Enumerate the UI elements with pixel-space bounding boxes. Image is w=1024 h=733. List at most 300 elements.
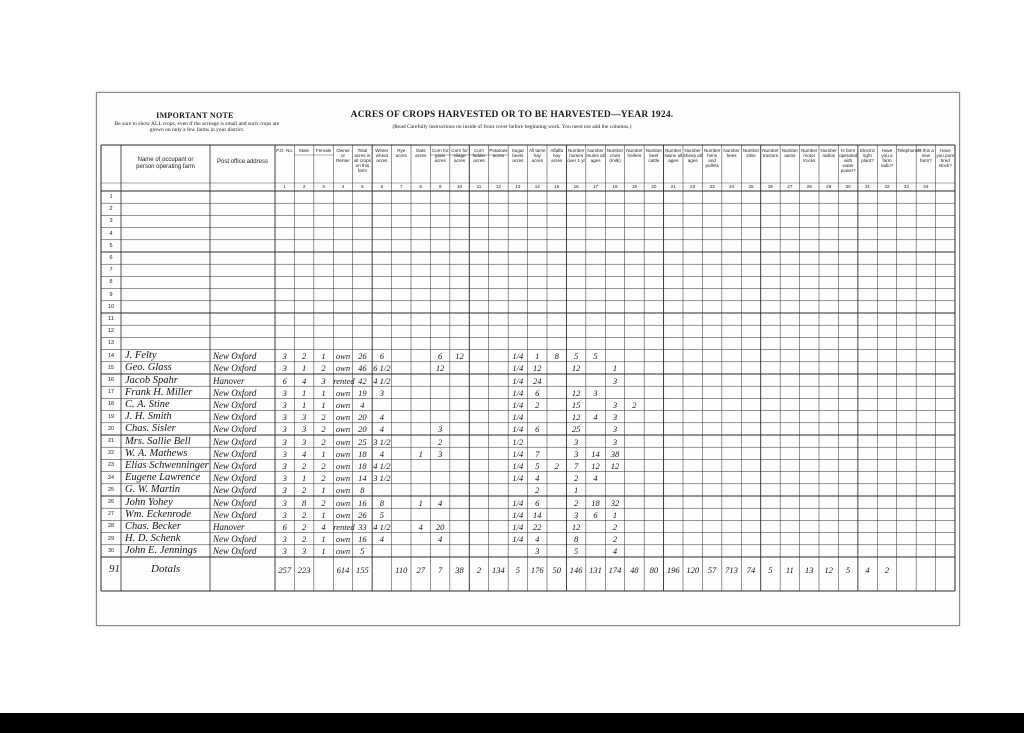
data-cell: 12 bbox=[591, 460, 600, 471]
total-cell: 2 bbox=[884, 565, 890, 575]
data-cell: 2 bbox=[302, 509, 307, 520]
data-cell: 1 bbox=[302, 387, 307, 398]
data-cell: own bbox=[335, 399, 351, 410]
totals-label: Dotals bbox=[151, 563, 181, 575]
row-number: 13 bbox=[107, 340, 115, 347]
column-number: 20 bbox=[651, 184, 657, 189]
row-number: 16 bbox=[107, 377, 115, 383]
data-cell: 3 bbox=[612, 412, 618, 423]
column-header: Owner or Renter bbox=[336, 148, 350, 163]
data-cell: 16 bbox=[358, 534, 367, 545]
data-cell: 2 bbox=[612, 534, 618, 545]
data-cell: 32 bbox=[610, 497, 620, 508]
data-cell: 3 bbox=[282, 534, 287, 545]
occupant-name: J. Felty bbox=[125, 350, 157, 362]
total-cell: 5 bbox=[768, 565, 773, 575]
post-office-address: New Oxford bbox=[213, 534, 257, 545]
data-cell: 2 bbox=[535, 399, 540, 410]
column-header: Number hens and pullets bbox=[703, 148, 721, 168]
data-cell: 4 bbox=[438, 534, 443, 545]
data-cell: 20 bbox=[358, 424, 367, 435]
row-number: 22 bbox=[107, 450, 115, 457]
total-cell: 7 bbox=[438, 565, 443, 575]
occupant-name: C. A. Stine bbox=[125, 398, 170, 410]
row-number: 11 bbox=[108, 316, 114, 322]
data-cell: 4 bbox=[379, 534, 384, 545]
data-cell: 6 1/2 bbox=[373, 363, 391, 374]
data-cell: 3 bbox=[321, 375, 326, 386]
data-cell: 2 bbox=[574, 473, 579, 484]
data-cell: 1 bbox=[321, 509, 326, 520]
data-cell: 4 bbox=[379, 448, 384, 459]
data-cell: 42 bbox=[358, 375, 367, 386]
data-cell: own bbox=[335, 387, 351, 398]
data-cell: 2 bbox=[321, 497, 326, 508]
data-cell: 6 bbox=[282, 375, 287, 386]
column-number: 31 bbox=[864, 184, 871, 189]
occupant-name: Mrs. Sallie Bell bbox=[125, 435, 191, 447]
column-header: Winter wheat acres bbox=[375, 148, 389, 163]
column-number: 5 bbox=[361, 184, 364, 189]
data-cell: 38 bbox=[610, 448, 620, 459]
column-number: 24 bbox=[728, 184, 735, 189]
total-cell: 131 bbox=[589, 565, 602, 575]
data-cell: 6 bbox=[379, 351, 384, 362]
data-cell: 7 bbox=[574, 460, 579, 471]
data-cell: 2 bbox=[632, 399, 637, 410]
row-number: 23 bbox=[107, 462, 115, 469]
row-number: 14 bbox=[107, 352, 115, 359]
data-cell: 1/4 bbox=[512, 375, 524, 386]
row-number: 26 bbox=[107, 499, 115, 505]
total-cell: 38 bbox=[455, 565, 464, 575]
column-number: 6 bbox=[380, 184, 384, 189]
column-number: 25 bbox=[748, 184, 754, 189]
occupant-name: J. H. Smith bbox=[125, 411, 172, 423]
data-cell: 1/4 bbox=[512, 497, 524, 508]
column-header: Corn for grain acres bbox=[431, 148, 449, 163]
column-header: Have you a farm radio? bbox=[880, 148, 894, 168]
data-cell: own bbox=[335, 363, 351, 374]
data-cell: 6 bbox=[438, 351, 443, 362]
name-col-header: Name of occupant or person operating farm bbox=[136, 157, 195, 170]
occupant-name: John E. Jennings bbox=[125, 545, 198, 557]
post-office-address: New Oxford bbox=[213, 363, 257, 374]
column-number: 11 bbox=[476, 184, 482, 189]
data-cell: 12 bbox=[571, 412, 581, 423]
post-office-address: New Oxford bbox=[213, 509, 257, 520]
column-number: 12 bbox=[495, 184, 501, 189]
column-number: 7 bbox=[399, 184, 403, 189]
data-cell: 3 bbox=[282, 546, 287, 557]
data-cell: 1/4 bbox=[512, 521, 524, 532]
data-cell: 20 bbox=[435, 521, 445, 532]
row-number: 2 bbox=[109, 206, 113, 213]
census-form bbox=[96, 92, 960, 626]
column-number: 19 bbox=[631, 184, 637, 189]
data-cell: 3 bbox=[282, 412, 287, 423]
data-cell: 4 bbox=[535, 473, 540, 484]
data-cell: 4 bbox=[379, 412, 384, 423]
column-header: Number sheep all ages bbox=[683, 148, 702, 163]
data-cell: 4 1/2 bbox=[373, 521, 391, 532]
data-cell: 18 bbox=[358, 460, 367, 471]
column-number: 3 bbox=[322, 184, 325, 189]
total-cell: 110 bbox=[395, 565, 408, 575]
data-cell: 5 bbox=[574, 351, 579, 362]
column-header: Have you pure bred stock? bbox=[936, 148, 955, 168]
data-cell: 3 bbox=[612, 424, 618, 435]
total-cell: 120 bbox=[686, 565, 700, 575]
occupant-name: W. A. Mathews bbox=[125, 447, 188, 459]
data-cell: own bbox=[335, 424, 351, 435]
data-cell: 3 bbox=[612, 399, 618, 410]
data-cell: 6 bbox=[535, 387, 540, 398]
column-header: All tame hay acres bbox=[528, 148, 546, 163]
data-cell: 19 bbox=[358, 387, 367, 398]
data-cell: 12 bbox=[533, 363, 542, 374]
data-cell: 1 bbox=[535, 351, 540, 362]
data-cell: 3 1/2 bbox=[373, 473, 391, 484]
post-office-address: New Oxford bbox=[213, 546, 257, 557]
row-number: 10 bbox=[107, 303, 115, 310]
post-office-address: New Oxford bbox=[213, 460, 257, 471]
total-cell: 223 bbox=[297, 565, 311, 575]
post-office-address: Hanover bbox=[213, 375, 245, 386]
data-cell: 2 bbox=[574, 497, 579, 508]
total-cell: 4 bbox=[865, 565, 870, 575]
column-header: Is farm operated with water power? bbox=[839, 148, 858, 173]
total-cell: 11 bbox=[785, 565, 794, 575]
column-number: 13 bbox=[515, 184, 521, 189]
column-header: Electric light plant? bbox=[860, 148, 876, 163]
data-cell: 1/4 bbox=[512, 424, 524, 435]
column-number: 32 bbox=[884, 184, 890, 189]
column-header: Sugar beets acres bbox=[511, 148, 524, 163]
data-cell: 1 bbox=[321, 387, 326, 398]
column-header: Total acres in all crops on this farm bbox=[353, 148, 371, 173]
total-cell: 134 bbox=[492, 565, 505, 575]
data-cell: 6 bbox=[593, 509, 598, 520]
data-cell: 18 bbox=[591, 497, 600, 508]
column-header: Female bbox=[315, 148, 332, 153]
data-cell: 5 bbox=[535, 460, 540, 471]
data-cell: 33 bbox=[358, 521, 367, 532]
occupant-name: John Yohey bbox=[125, 496, 173, 508]
row-number: 9 bbox=[109, 291, 113, 298]
column-number: 27 bbox=[787, 184, 793, 189]
data-cell: 3 bbox=[574, 448, 579, 459]
form-title: ACRES OF CROPS HARVESTED OR TO BE HARVESTED—YEAR 1924. bbox=[350, 110, 674, 120]
row-number: 15 bbox=[107, 364, 115, 371]
data-cell: 3 bbox=[282, 399, 287, 410]
data-cell: 8 bbox=[302, 497, 307, 508]
data-cell: 2 bbox=[302, 485, 307, 496]
data-cell: 1/4 bbox=[512, 509, 524, 520]
data-cell: 1 bbox=[612, 509, 618, 520]
data-cell: 3 bbox=[282, 448, 287, 459]
data-cell: 3 bbox=[302, 546, 307, 557]
data-cell: 5 bbox=[379, 509, 384, 520]
data-cell: 1/2 bbox=[512, 436, 524, 447]
total-cell: 614 bbox=[336, 565, 350, 575]
data-cell: 4 bbox=[302, 448, 307, 459]
column-number: 28 bbox=[806, 184, 812, 189]
data-cell: 4 1/2 bbox=[373, 375, 391, 386]
data-cell: 3 bbox=[302, 436, 307, 447]
column-number: 16 bbox=[573, 184, 579, 189]
data-cell: 1 bbox=[321, 448, 326, 459]
data-cell: 8 bbox=[574, 534, 579, 545]
data-cell: 2 bbox=[302, 534, 307, 545]
total-cell: 5 bbox=[846, 565, 851, 575]
data-cell: 12 bbox=[571, 363, 581, 374]
data-cell: 2 bbox=[554, 460, 559, 471]
data-cell: 2 bbox=[302, 521, 307, 532]
data-cell: 1 bbox=[321, 485, 326, 496]
data-cell: 1 bbox=[321, 351, 326, 362]
data-cell: 24 bbox=[533, 375, 542, 386]
column-number: 26 bbox=[767, 184, 773, 189]
post-office-address: Hanover bbox=[213, 521, 245, 532]
data-cell: 46 bbox=[358, 363, 367, 374]
column-header: Number mules all ages bbox=[586, 148, 605, 163]
total-cell: 155 bbox=[356, 565, 369, 575]
data-cell: 22 bbox=[533, 521, 542, 532]
post-office-address: New Oxford bbox=[213, 497, 257, 508]
data-cell: 14 bbox=[533, 509, 542, 520]
post-office-address: New Oxford bbox=[213, 387, 257, 398]
data-cell: 12 bbox=[435, 363, 445, 374]
data-cell: 3 bbox=[282, 497, 287, 508]
column-header: Rye acres bbox=[395, 148, 407, 158]
data-cell: 4 bbox=[438, 497, 443, 508]
data-cell: 3 bbox=[612, 375, 618, 386]
column-number: 22 bbox=[690, 184, 696, 189]
data-cell: 12 bbox=[571, 521, 581, 532]
row-number: 5 bbox=[109, 242, 113, 249]
row-number: 6 bbox=[109, 255, 113, 261]
data-cell: 1 bbox=[418, 497, 423, 508]
row-number: 25 bbox=[107, 486, 115, 493]
column-header: Number bees bbox=[723, 148, 740, 158]
column-number: 34 bbox=[923, 184, 929, 189]
data-cell: 25 bbox=[571, 424, 581, 435]
column-number: 30 bbox=[845, 184, 851, 189]
data-cell: 15 bbox=[571, 399, 581, 410]
data-cell: rented bbox=[333, 521, 355, 532]
row-number: 18 bbox=[107, 401, 115, 408]
column-header: Number cows (milk) bbox=[606, 148, 624, 163]
column-header: Number horses over 1 yr bbox=[567, 148, 586, 163]
data-cell: own bbox=[335, 448, 351, 459]
data-cell: 3 bbox=[282, 460, 287, 471]
data-cell: own bbox=[335, 436, 351, 447]
column-header: Number radios bbox=[820, 148, 837, 158]
data-cell: 3 1/2 bbox=[373, 436, 391, 447]
total-cell: 176 bbox=[530, 565, 544, 575]
data-cell: 14 bbox=[591, 448, 600, 459]
column-header: Number motor trucks bbox=[801, 148, 818, 163]
data-cell: 4 bbox=[360, 399, 365, 410]
post-office-address: New Oxford bbox=[213, 436, 257, 447]
data-cell: 6 bbox=[535, 424, 540, 435]
data-cell: 3 bbox=[593, 387, 598, 398]
data-cell: 1 bbox=[302, 363, 307, 374]
column-header: Oats acres bbox=[415, 148, 427, 158]
post-office-address: New Oxford bbox=[213, 351, 257, 362]
data-cell: 3 bbox=[282, 436, 287, 447]
occupant-name: Elias Schwenninger bbox=[125, 459, 209, 471]
total-cell: 5 bbox=[515, 565, 520, 575]
occupant-name: Frank H. Miller bbox=[125, 386, 193, 398]
data-cell: 3 bbox=[282, 509, 287, 520]
total-cell: 2 bbox=[476, 565, 482, 575]
data-cell: own bbox=[335, 534, 351, 545]
data-cell: 4 bbox=[302, 375, 307, 386]
data-cell: 14 bbox=[358, 473, 367, 484]
row-number: 17 bbox=[107, 389, 115, 396]
column-header: P.O. No. bbox=[276, 148, 294, 153]
column-header: Corn for silage acres bbox=[451, 148, 468, 163]
column-number: 2 bbox=[302, 184, 306, 189]
data-cell: 5 bbox=[593, 351, 598, 362]
total-cell: 74 bbox=[746, 565, 756, 575]
data-cell: 1/4 bbox=[512, 399, 524, 410]
data-cell: 4 bbox=[612, 546, 618, 557]
data-cell: own bbox=[335, 460, 351, 471]
total-cell: 174 bbox=[608, 565, 622, 575]
total-cell: 13 bbox=[805, 565, 814, 575]
data-cell: 2 bbox=[321, 460, 326, 471]
row-number: 28 bbox=[107, 523, 115, 530]
row-number: 1 bbox=[109, 194, 113, 200]
scan-border bbox=[0, 713, 1024, 733]
data-cell: 26 bbox=[358, 351, 367, 362]
column-number: 23 bbox=[709, 184, 715, 189]
address-col-header: Post office address bbox=[217, 159, 268, 165]
column-number: 17 bbox=[592, 184, 599, 189]
row-number: 21 bbox=[107, 438, 115, 444]
data-cell: 4 1/2 bbox=[373, 460, 391, 471]
data-cell: 1 bbox=[302, 473, 307, 484]
data-cell: 4 bbox=[593, 412, 598, 423]
data-cell: 1/4 bbox=[512, 473, 524, 484]
important-note-body: Be sure to show ALL crops, even if the acreage is small and such crops are grown on only a few farms in your district. bbox=[114, 121, 280, 133]
column-header: Telephone? bbox=[897, 148, 921, 153]
data-cell: 3 bbox=[282, 351, 287, 362]
data-cell: 3 bbox=[379, 387, 384, 398]
data-cell: own bbox=[335, 485, 351, 496]
column-header: Corn fodder acres bbox=[472, 148, 486, 163]
data-cell: 1 bbox=[418, 448, 423, 459]
total-cell: 80 bbox=[649, 565, 659, 575]
data-cell: 1/4 bbox=[512, 412, 524, 423]
row-number: 7 bbox=[109, 267, 113, 274]
column-header: Alfalfa hay acres bbox=[550, 148, 564, 163]
data-cell: 1/4 bbox=[512, 351, 524, 362]
row-number: 27 bbox=[107, 511, 115, 518]
column-number: 8 bbox=[419, 184, 422, 189]
data-cell: 26 bbox=[358, 509, 367, 520]
occupant-name: Chas. Becker bbox=[125, 520, 181, 532]
data-cell: 2 bbox=[302, 351, 307, 362]
data-cell: 8 bbox=[360, 485, 365, 496]
column-header: Male bbox=[299, 148, 310, 153]
data-cell: 4 bbox=[379, 424, 384, 435]
total-cell: 48 bbox=[630, 565, 639, 575]
column-number: 10 bbox=[456, 184, 463, 189]
data-cell: 1 bbox=[321, 399, 326, 410]
row-number: 12 bbox=[107, 328, 115, 335]
data-cell: 1/4 bbox=[512, 534, 524, 545]
occupant-name: Geo. Glass bbox=[125, 362, 172, 374]
column-header: Potatoes acres bbox=[489, 148, 508, 158]
data-cell: 3 bbox=[535, 546, 540, 557]
occupant-name: Eugene Lawrence bbox=[125, 472, 201, 484]
data-cell: 1/4 bbox=[512, 460, 524, 471]
data-cell: 1/4 bbox=[512, 363, 524, 374]
data-cell: 2 bbox=[321, 363, 326, 374]
data-cell: own bbox=[335, 473, 351, 484]
row-number: 4 bbox=[109, 230, 113, 237]
data-cell: 3 bbox=[282, 473, 287, 484]
data-cell: 5 bbox=[574, 546, 579, 557]
data-cell: 4 bbox=[535, 534, 540, 545]
post-office-address: New Oxford bbox=[213, 473, 257, 484]
data-cell: 2 bbox=[321, 424, 326, 435]
totals-row-number: 91 bbox=[109, 563, 120, 575]
column-number: 4 bbox=[341, 184, 345, 189]
data-cell: 1 bbox=[321, 546, 326, 557]
column-header: Number silos bbox=[742, 148, 760, 158]
data-cell: own bbox=[335, 497, 351, 508]
column-header: Number tractors bbox=[762, 148, 779, 158]
data-cell: 6 bbox=[282, 521, 287, 532]
total-cell: 257 bbox=[278, 565, 292, 575]
data-cell: 1/4 bbox=[512, 387, 524, 398]
column-number: 14 bbox=[534, 184, 540, 189]
column-header: Is this a new farm? bbox=[917, 148, 934, 163]
data-cell: 2 bbox=[321, 473, 326, 484]
post-office-address: New Oxford bbox=[213, 412, 257, 423]
total-cell: 50 bbox=[552, 565, 561, 575]
data-cell: 3 bbox=[574, 509, 579, 520]
column-header: Number autos bbox=[781, 148, 799, 158]
data-cell: 1 bbox=[574, 485, 579, 496]
post-office-address: New Oxford bbox=[213, 424, 257, 435]
data-cell: 8 bbox=[379, 497, 384, 508]
data-cell: 2 bbox=[321, 436, 326, 447]
data-cell: 3 bbox=[302, 412, 307, 423]
column-header: Number beef cattle bbox=[645, 148, 663, 163]
data-cell: own bbox=[335, 509, 351, 520]
row-number: 20 bbox=[107, 425, 115, 432]
column-header: Number swine all ages bbox=[664, 148, 683, 163]
data-cell: 4 bbox=[321, 521, 326, 532]
data-cell: 20 bbox=[358, 412, 367, 423]
data-cell: 8 bbox=[554, 351, 559, 362]
data-cell: own bbox=[335, 351, 351, 362]
data-cell: 3 bbox=[282, 485, 287, 496]
row-number: 24 bbox=[107, 474, 115, 481]
data-cell: 16 bbox=[358, 497, 367, 508]
data-cell: 2 bbox=[535, 485, 540, 496]
data-cell: own bbox=[335, 546, 351, 557]
data-cell: 3 bbox=[438, 448, 443, 459]
data-cell: 1 bbox=[612, 363, 618, 374]
data-cell: 3 bbox=[612, 436, 618, 447]
